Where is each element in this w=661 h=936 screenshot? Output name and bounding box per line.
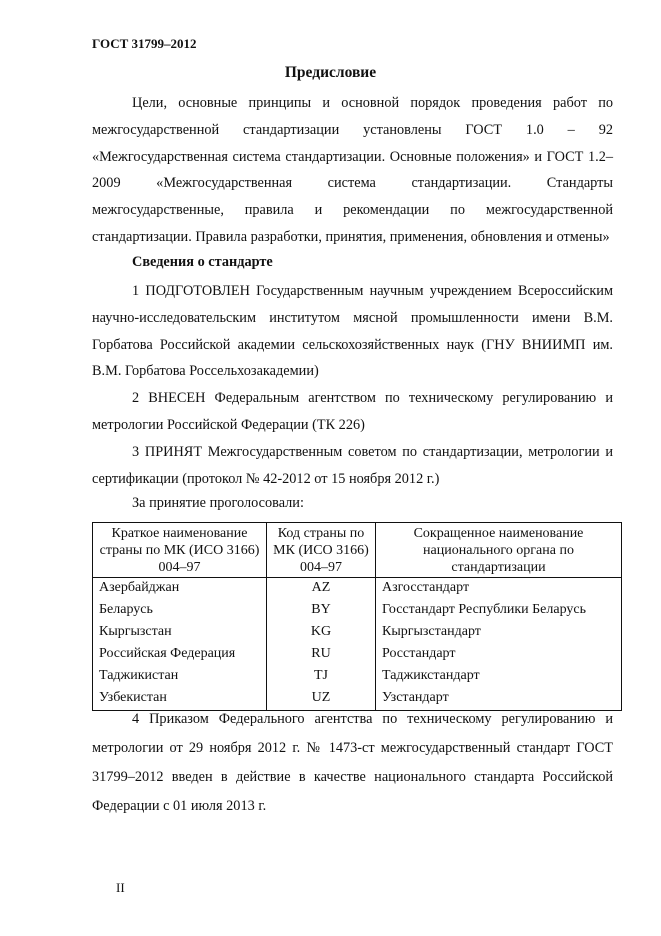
national-body-cell: Узстандарт — [376, 688, 622, 711]
country-cell: Беларусь — [93, 600, 267, 622]
country-cell: Кыргызстан — [93, 622, 267, 644]
table-row — [93, 600, 622, 622]
voted-label: За принятие проголосовали: — [132, 495, 304, 511]
national-body-cell: Таджикстандарт — [376, 666, 622, 688]
country-cell: Азербайджан — [93, 578, 267, 601]
national-body-cell: Госстандарт Республики Беларусь — [376, 600, 622, 622]
intro-paragraph: Цели, основные принципы и основной порядок проведения работ по межгосударственной стандартизации установлены ГОСТ 1.0 – 92 «Межгосударственная система стандартизации. Основные положения» и ГОСТ 1.2–2009 «Межгосударственная система стандартизации. Стандарты межгосударственные, правила и рекомендации по межгосударственной стандартизации. Правила разработки, принятия, применения, обновления и отмены» — [92, 95, 613, 245]
code-cell: AZ — [267, 578, 376, 601]
column-header-national-body: Сокращенное наименование национального органа по стандартизации — [376, 523, 622, 578]
country-cell: Узбекистан — [93, 688, 267, 711]
column-header-country: Краткое наименование страны по МК (ИСО 3166) 004–97 — [93, 523, 267, 578]
code-cell: RU — [267, 644, 376, 666]
code-cell: KG — [267, 622, 376, 644]
national-body-cell: Росстандарт — [376, 644, 622, 666]
national-body-cell: Азгосстандарт — [376, 578, 622, 601]
item-1-paragraph: 1 ПОДГОТОВЛЕН Государственным научным учреждением Всероссийским научно-исследовательским институтом мясной промышленности имени В.М. Горбатова Российской академии сельскохозяйственных наук (ГНУ ВНИИМП им. В.М. Горбатова Россельхозакадемии) — [92, 283, 613, 380]
voting-countries-table — [92, 522, 622, 711]
table-row — [93, 578, 622, 601]
page-header-standard-code: ГОСТ 31799–2012 — [92, 36, 197, 51]
table-row — [93, 622, 622, 644]
table-row — [93, 666, 622, 688]
page-title: Предисловие — [284, 64, 377, 81]
table-header-row — [93, 523, 622, 578]
code-cell: TJ — [267, 666, 376, 688]
item-3-paragraph: 3 ПРИНЯТ Межгосударственным советом по стандартизации, метрологии и сертификации (протокол № 42-2012 от 15 ноября 2012 г.) — [92, 444, 613, 487]
country-cell: Российская Федерация — [93, 644, 267, 666]
item-2-paragraph: 2 ВНЕСЕН Федеральным агентством по техническому регулированию и метрологии Российской Федерации (ТК 226) — [92, 390, 613, 433]
national-body-cell: Кыргызстандарт — [376, 622, 622, 644]
column-header-code: Код страны по МК (ИСО 3166) 004–97 — [267, 523, 376, 578]
code-cell: UZ — [267, 688, 376, 711]
item-4-paragraph: 4 Приказом Федерального агентства по техническому регулированию и метрологии от 29 ноября 2012 г. № 1473-ст межгосударственный стандарт ГОСТ 31799–2012 введен в действие в качестве национального стандарта Российской Федерации с 01 июля 2013 г. — [92, 711, 613, 814]
section-subheading: Сведения о стандарте — [132, 254, 273, 270]
page-number: II — [116, 880, 125, 895]
table-row — [93, 644, 622, 666]
country-cell: Таджикистан — [93, 666, 267, 688]
code-cell: BY — [267, 600, 376, 622]
